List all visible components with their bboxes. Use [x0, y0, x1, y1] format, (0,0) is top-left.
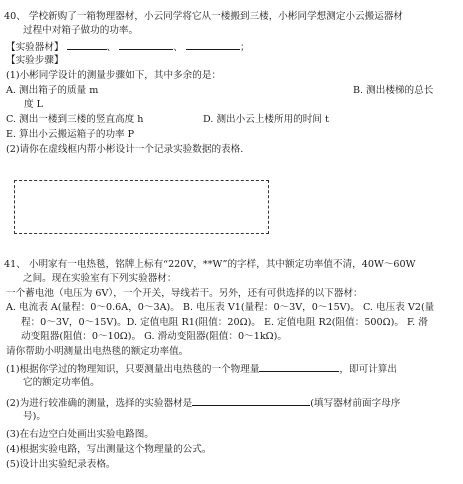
data-table-dashed-box[interactable] [14, 180, 269, 234]
q41-line2: 之间。现在实验室有下列实验器材： [23, 273, 177, 284]
equipment-label: 【实验器材】 [6, 42, 64, 53]
option-b: B. 测出楼梯的总长 [353, 85, 434, 96]
q41-sub4: (4)根据实验电路，写出测量这个物理量的公式。 [6, 444, 212, 455]
sub2-text-a: (2)为进行较准确的测量，选择的实验器材是 [6, 398, 193, 409]
sub1-text-a: (1)根据你学过的物理知识，只要测量出电热毯的一个物理量 [6, 364, 260, 375]
q41-line4: A. 电流表 A(量程：0～0.6A，0～3A)。 B. 电压表 V1(量程：0～3V，0～15V)。 C. 电压表 V2(量 [6, 302, 435, 313]
physical-quantity-blank[interactable] [259, 362, 339, 372]
q41-sub2 [6, 396, 400, 410]
option-b-cont: 度 L [24, 99, 44, 110]
q41-line3: 一个蓄电池（电压为 6V），一个开关，导线若干。另外，还有可供选择的以下器材： [6, 288, 363, 299]
equipment-blank-3[interactable] [186, 40, 240, 50]
sub2-text-b: (填写器材前面字母序 [310, 398, 401, 409]
equipment-blank-1[interactable] [67, 40, 107, 50]
option-d: D. 测出小云上楼所用的时间 t [203, 114, 329, 125]
sub1-text-c: 它的额定功率值。 [23, 377, 100, 388]
q41-line6: 动变阻器(阻值：0～10Ω)。 G. 滑动变阻器(阻值：0～1kΩ)。 [21, 331, 287, 342]
option-e: E. 算出小云搬运箱子的功率 P [6, 129, 135, 140]
q41-sub5: (5)设计出实验纪录表格。 [6, 459, 116, 470]
q40-line1: 40、 学校新购了一箱物理器材，小云同学将它从一楼搬到三楼，小彬同学想测定小云搬运器材 [4, 11, 404, 22]
q40-step1: (1)小彬同学设计的测量步骤如下，其中多余的是： [6, 70, 222, 81]
equipment-end: ； [239, 42, 250, 53]
equipment-blank-2[interactable] [119, 40, 173, 50]
q40-equipment-row [6, 40, 250, 54]
option-c: C. 测出一楼到三楼的竖直高度 h [6, 114, 144, 125]
steps-label: 【实验步骤】 [6, 55, 64, 66]
q41-line5: 程：0～3V，0～15V)。D. 定值电阻 R1(阻值：20Ω)。 E. 定值电阻 R2(阻值：500Ω)。 F. 滑 [21, 317, 428, 328]
sub2-text-c: 号)。 [23, 411, 46, 422]
q40-line2: 过程中对箱子做功的功率。 [23, 25, 139, 36]
q41-line1: 41、 小明家有一电热毯，铭牌上标有“220V，**W”的字样，其中额定功率值不清，40W～60W [4, 259, 416, 270]
q41-sub1 [6, 362, 397, 376]
equipment-letters-blank[interactable] [192, 396, 310, 406]
q41-line7: 请你帮助小明测量出电热毯的额定功率值。 [6, 346, 189, 357]
equipment-sep-2: 、 [173, 42, 183, 53]
sub1-text-b: ，即可计算出 [339, 364, 397, 375]
q41-sub3: (3)在右边空白处画出实验电路图。 [6, 429, 154, 440]
option-a: A. 测出箱子的质量 m [6, 85, 99, 96]
q40-step2: (2)请你在虚线框内帮小彬设计一个记录实验数据的表格. [6, 144, 244, 155]
equipment-sep-1: 、 [106, 42, 117, 53]
